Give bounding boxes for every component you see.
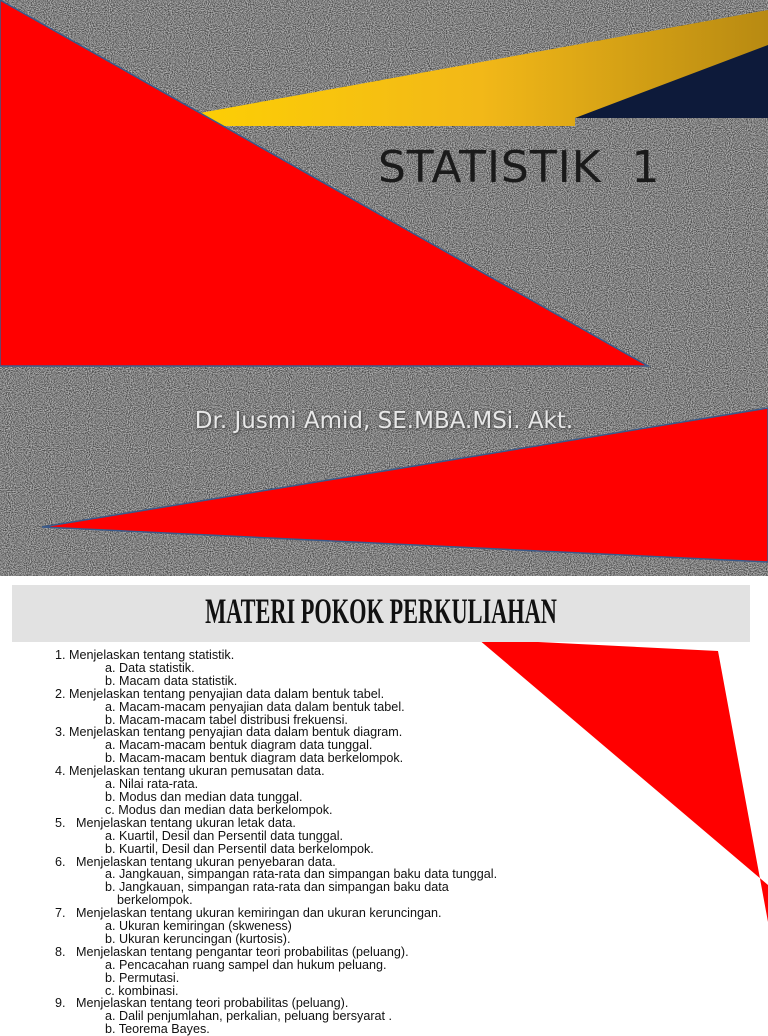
list-subitem: b. Macam-macam tabel distribusi frekuensi. [105, 712, 348, 727]
list-item-text: Menjelaskan tentang ukuran penyebaran data. [76, 854, 336, 869]
list-item-number: 3. [55, 725, 66, 740]
list-item-number: 2. [55, 686, 66, 701]
list-item-number: 4. [55, 764, 66, 779]
list-item-number: 5. [55, 815, 66, 830]
list-subitem: a. Macam-macam bentuk diagram data tunggal. [105, 738, 373, 753]
list-subitem: c. kombinasi. [105, 983, 179, 998]
red-pennant [478, 639, 768, 922]
list-subitem: b. Macam-macam bentuk diagram data berkelompok. [105, 751, 404, 766]
list-item [55, 946, 497, 959]
author-subtitle: Dr. Jusmi Amid, SE.MBA.MSi. Akt. [194, 408, 574, 434]
slide-title: STATISTIK 1 [378, 142, 661, 193]
list-subitem: a. Dalil penjumlahan, perkalian, peluang bersyarat . [105, 1009, 393, 1024]
list-subitem: a. Jangkauan, simpangan rata-rata dan simpangan baku data tunggal. [105, 867, 498, 882]
outline-slide [0, 576, 768, 1036]
list-item-number: 1. [55, 648, 66, 662]
list-item-text: Menjelaskan tentang ukuran kemiringan dan ukuran keruncingan. [76, 906, 442, 921]
list-item-number: 9. [55, 996, 66, 1011]
list-item-text: Menjelaskan tentang penyajian data dalam bentuk tabel. [69, 686, 385, 701]
list-item-text: Menjelaskan tentang ukuran letak data. [76, 815, 296, 830]
list-subitem: a. Data statistik. [105, 660, 195, 675]
list-item-text: Menjelaskan tentang penyajian data dalam bentuk diagram. [69, 725, 403, 740]
list-item [55, 817, 497, 830]
list-subitem: a. Ukuran kemiringan (skweness) [105, 919, 292, 934]
list-item-number: 8. [55, 944, 66, 959]
outline-title: MATERI POKOK PERKULIAHAN [205, 591, 557, 631]
list-item-text: Menjelaskan tentang ukuran pemusatan data. [69, 764, 325, 779]
list-item-number: 7. [55, 906, 66, 921]
list-item [55, 649, 497, 662]
list-subitem: b. Jangkauan, simpangan rata-rata dan simpangan baku data [105, 880, 449, 895]
list-item-text: Menjelaskan tentang pengantar teori probabilitas (peluang). [76, 944, 409, 959]
list-subitem: a. Macam-macam penyajian data dalam bentuk tabel. [105, 699, 405, 714]
list-subitem: c. Modus dan median data berkelompok. [105, 802, 333, 817]
list-subitem: a. Kuartil, Desil dan Persentil data tunggal. [105, 828, 344, 843]
list-item-text: Menjelaskan tentang statistik. [69, 648, 235, 662]
list-item-number: 6. [55, 854, 66, 869]
list-item-text: Menjelaskan tentang teori probabilitas (peluang). [76, 996, 349, 1011]
list-subitem: b. Macam data statistik. [105, 673, 238, 688]
list-subitem: berkelompok. [117, 893, 193, 908]
list-item [55, 688, 497, 701]
list-subitem: b. Permutasi. [105, 970, 180, 985]
list-subitem: b. Kuartil, Desil dan Persentil data berkelompok. [105, 841, 374, 856]
list-subitem: a. Nilai rata-rata. [105, 777, 199, 792]
list-subitem: b. Teorema Bayes. [105, 1022, 210, 1036]
list-subitem: b. Modus dan median data tunggal. [105, 789, 303, 804]
list-subitem: b. Ukuran keruncingan (kurtosis). [105, 931, 291, 946]
course-topic-list [55, 649, 497, 1036]
list-subitem: a. Pencacahan ruang sampel dan hukum peluang. [105, 957, 387, 972]
